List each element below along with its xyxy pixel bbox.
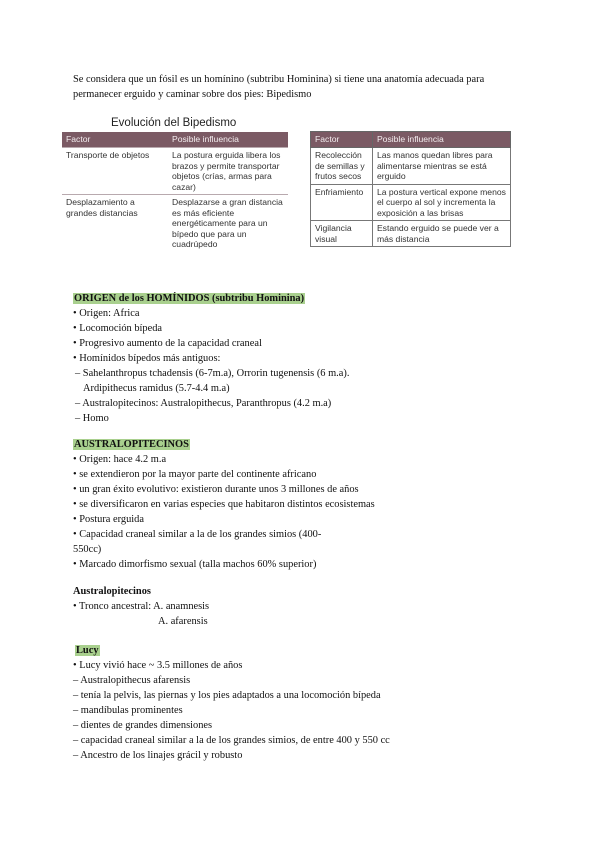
list-item: Ardipithecus ramidus (5.7-4.4 m.a) (83, 383, 230, 394)
list-item: • Postura erguida (73, 514, 144, 525)
list-item: • Progresivo aumento de la capacidad craneal (73, 338, 262, 349)
list-item: – Sahelanthropus tchadensis (6-7m.a), Orrorin tugenensis (6 m.a). (75, 368, 350, 379)
list-item: – Homo (75, 413, 109, 424)
list-item: • Homínidos bípedos más antiguos: (73, 353, 221, 364)
list-item: – Australopithecus afarensis (73, 675, 191, 686)
section-heading: ORIGEN de los HOMÍNIDOS (subtribu Hominina) (74, 293, 305, 304)
table-cell-factor: Recolección de semillas y frutos secos (311, 148, 373, 185)
table-cell-factor: Vigilancia visual (311, 221, 373, 247)
section-australopitecinos (73, 437, 543, 572)
evolution-title: Evolución del Bipedismo (111, 117, 237, 129)
section-heading: AUSTRALOPITECINOS (74, 439, 189, 450)
intro-line: Se considera que un fósil es un homínino (subtribu Hominina) si tiene una anatomía adecuada para (73, 74, 485, 85)
table-cell-factor: Transporte de objetos (62, 148, 168, 195)
table-cell-influence: La postura erguida libera los brazos y permite transportar objetos (crías, armas para cazar) (168, 148, 288, 195)
section-lucy (73, 643, 543, 763)
intro-paragraph (73, 72, 543, 102)
table-cell-influence: Desplazarse a gran distancia es más eficiente energéticamente para un bípedo que para un cuadrúpedo (168, 195, 288, 252)
table-header: Posible influencia (168, 132, 288, 148)
list-item: – Australopitecinos: Australopithecus, Paranthropus (4.2 m.a) (75, 398, 332, 409)
list-item: A. afarensis (158, 616, 208, 627)
table-cell-influence: Estando erguido se puede ver a más distancia (372, 221, 510, 247)
list-item: • Capacidad craneal similar a la de los grandes simios (400- (73, 529, 322, 540)
table-row (311, 221, 511, 247)
table-row (311, 184, 511, 221)
table-header: Factor (62, 132, 168, 148)
list-item: • Lucy vivió hace ~ 3.5 millones de años (73, 660, 243, 671)
list-item: • se diversificaron en varias especies que habitaron distintos ecosistemas (73, 499, 375, 510)
list-item: 550cc) (73, 544, 102, 555)
table-cell-factor: Desplazamiento a grandes distancias (62, 195, 168, 252)
table-cell-factor: Enfriamiento (311, 184, 373, 221)
list-item: • Origen: Africa (73, 308, 140, 319)
list-item: – Ancestro de los linajes grácil y robusto (73, 750, 243, 761)
list-item: – dientes de grandes dimensiones (73, 720, 213, 731)
list-item: • Marcado dimorfismo sexual (talla machos 60% superior) (73, 559, 317, 570)
table-row (62, 195, 288, 252)
list-item: • Tronco ancestral: A. anamnesis (73, 601, 210, 612)
section-heading: Lucy (76, 645, 99, 656)
list-item: – tenía la pelvis, las piernas y los pies adaptados a una locomoción bípeda (73, 690, 381, 701)
table-header: Posible influencia (372, 132, 510, 148)
subsection-heading: Australopitecinos (73, 586, 151, 597)
list-item: – capacidad craneal similar a la de los grandes simios, de entre 400 y 550 cc (73, 735, 390, 746)
list-item: • Locomoción bípeda (73, 323, 163, 334)
section-australopitecinos-sub (73, 584, 543, 629)
table-row (62, 148, 288, 195)
list-item: • un gran éxito evolutivo: existieron durante unos 3 millones de años (73, 484, 359, 495)
table-header: Factor (311, 132, 373, 148)
section-origen (73, 291, 543, 426)
bipedism-table-left (62, 132, 288, 252)
table-row (311, 148, 511, 185)
bipedism-table-right (310, 131, 511, 247)
list-item: – mandíbulas prominentes (73, 705, 183, 716)
table-cell-influence: Las manos quedan libres para alimentarse mientras se está erguido (372, 148, 510, 185)
intro-line: permanecer erguido y caminar sobre dos pies: Bipedismo (73, 89, 312, 100)
list-item: • Origen: hace 4.2 m.a (73, 454, 167, 465)
table-cell-influence: La postura vertical expone menos el cuerpo al sol y incrementa la exposición a las brisas (372, 184, 510, 221)
list-item: • se extendieron por la mayor parte del continente africano (73, 469, 317, 480)
